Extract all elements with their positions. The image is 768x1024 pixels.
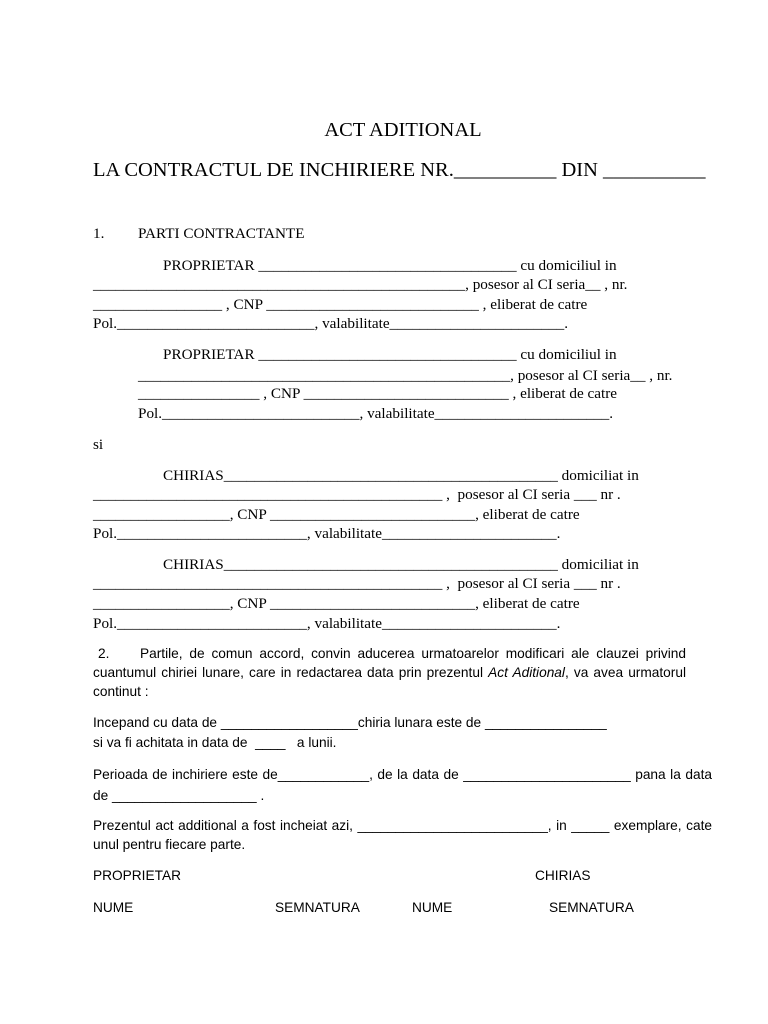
tenant-1-cnp-line: __________________, CNP ___________________________, eliberat de catre [93,506,580,523]
section-2-line-3: continut : [93,684,149,699]
tenant-2-name-line: CHIRIAS____________________________________________ domiciliat in [163,556,639,573]
rent-payment-day-line: si va fi achitata in data de ____ a lunii. [93,735,337,750]
contract-reference-line: LA CONTRACTUL DE INCHIRIERE NR.__________ DIN __________ [93,159,706,181]
tenant-2-cnp-line: __________________, CNP ___________________________, eliberat de catre [93,595,580,612]
section-2-line-2-end: , va avea urmatorul [564,665,687,680]
section-2-line-1: Partile, de comun accord, convin aducerea urmatoarelor modificari ale clauzei privind [140,646,686,661]
conjunction-text: si [93,436,104,453]
tenant-signature-label: SEMNATURA [549,900,634,915]
section-1-heading: PARTI CONTRACTANTE [138,225,305,242]
document-title: ACT ADITIONAL [324,119,482,141]
closing-copies-line-2: unul pentru fiecare parte. [93,837,246,852]
tenant-1-id-line: ______________________________________________ , posesor al CI seria ___ nr . [93,486,621,503]
owner-1-id-line: _________________________________________________, posesor al CI seria__ , nr. [93,276,628,293]
signature-tenant-label: CHIRIAS [535,868,591,883]
section-2-line-2 [93,663,686,683]
owner-signature-label: SEMNATURA [275,900,360,915]
section-2-line-2-text: cuantumul chiriei lunare, care in redactarea data prin prezentul [93,665,489,680]
owner-1-cnp-line: _________________ , CNP ____________________________ , eliberat de catre [93,296,588,313]
tenant-1-name-line: CHIRIAS____________________________________________ domiciliat in [163,467,639,484]
lease-period-line: Perioada de inchiriere este de____________, de la data de ______________________ pana la data [93,767,712,782]
lease-period-end-line: de ___________________ . [93,788,265,803]
tenant-2-id-line: ______________________________________________ , posesor al CI seria ___ nr . [93,575,621,592]
owner-2-cnp-line: ________________ , CNP ___________________________ , eliberat de catre [138,385,618,402]
signature-owner-label: PROPRIETAR [93,868,181,883]
tenant-name-label: NUME [412,900,453,915]
tenant-2-validity-line: Pol._________________________, valabilitate_______________________. [93,615,561,632]
closing-copies-line: Prezentul act additional a fost incheiat azi, _________________________, in _____ exemplare, cate [93,818,712,833]
section-1-number: 1. [93,225,105,242]
owner-1-name-line: PROPRIETAR __________________________________ cu domiciliul in [163,257,617,274]
owner-2-validity-line: Pol.__________________________, valabilitate_______________________. [138,405,614,422]
act-aditional-emphasis: Act Aditional [488,665,565,680]
owner-2-id-line: _________________________________________________, posesor al CI seria__ , nr. [138,367,673,384]
owner-2-name-line: PROPRIETAR __________________________________ cu domiciliul in [163,346,617,363]
owner-1-validity-line: Pol.__________________________, valabilitate_______________________. [93,315,569,332]
owner-name-label: NUME [93,900,134,915]
section-2-number: 2. [98,646,110,661]
tenant-1-validity-line: Pol._________________________, valabilitate_______________________. [93,525,561,542]
rent-start-line: Incepand cu data de __________________chiria lunara este de ________________ [93,715,607,730]
